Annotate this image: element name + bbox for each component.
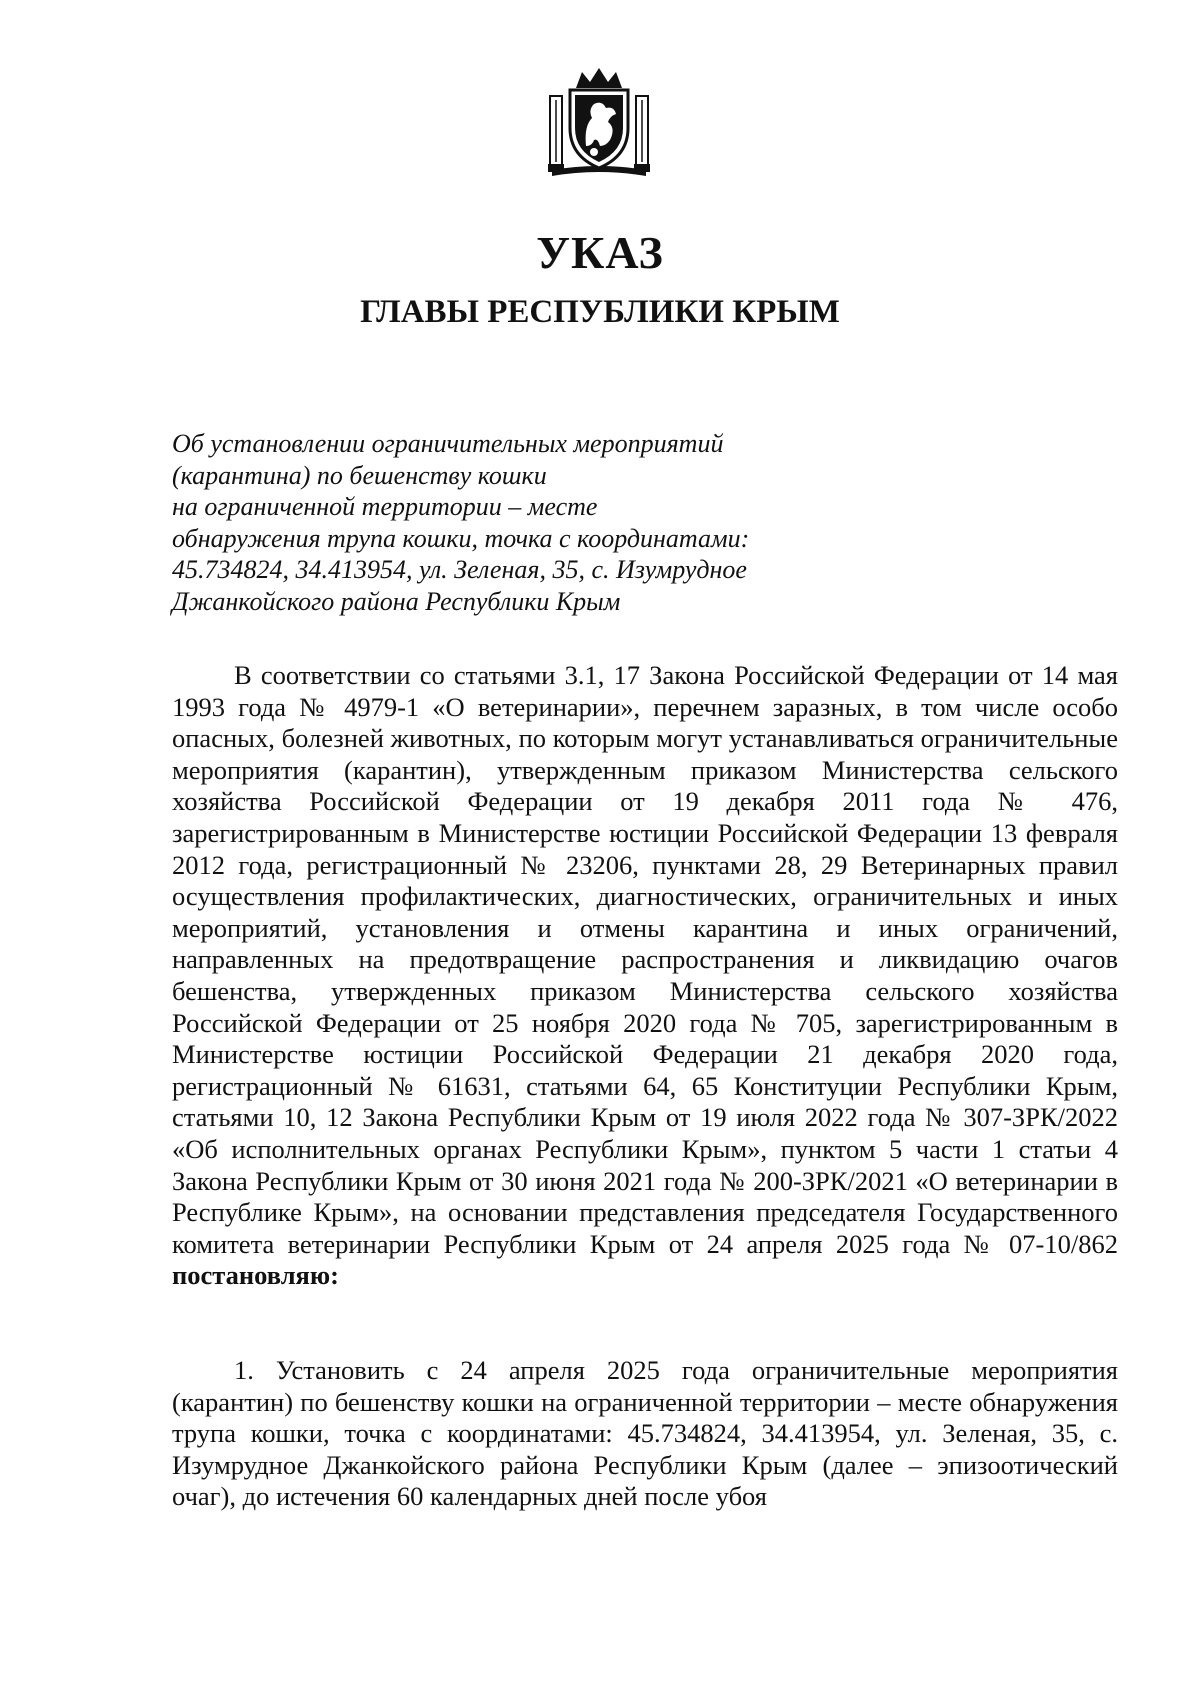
decree-word: постановляю: <box>172 1260 339 1291</box>
preamble-paragraph <box>172 660 1118 1292</box>
document-title: УКАЗ <box>536 227 664 278</box>
clause-1: 1. Установить с 24 апреля 2025 года ограничительные мероприятия (карантин) по бешенству кошки на ограниченной территории – месте обнаружения трупа кошки, точка с координатами: 45.734824, 34.413954, ул. Зеленая, 35, с. Изумрудное Джанкойского района Республики Крым (далее – эпизоотический очаг), до истечения 60 календарных дней после убоя <box>172 1355 1118 1512</box>
crimea-coat-of-arms-icon <box>548 66 650 178</box>
heading-line: (карантина) по бешенству кошки <box>172 460 547 490</box>
heading-line: Джанкойского района Республики Крым <box>172 586 621 616</box>
heading-line: Об установлении ограничительных мероприятий <box>172 429 724 458</box>
decree-heading <box>172 428 872 617</box>
preamble-text: В соответствии со статьями 3.1, 17 Закона Российской Федерации от 14 мая 1993 года № 4979-1 «О ветеринарии», перечнем заразных, в том числе особо опасных, болезней животных, по которым могут устанавливаться ограничительные мероприятия (карантин), утвержденным приказом Министерства сельского хозяйства Российской Федерации от 19 декабря 2011 года № 476, зарегистрированным в Министерстве юстиции Российской Федерации 13 февраля 2012 года, регистрационный № 23206, пунктами 28, 29 Ветеринарных правил осуществления профилактических, диагностических, ограничительных и иных мероприятий, установления и отмены карантина и иных ограничений, направленных на предотвращение распространения и ликвидацию очагов бешенства, утвержденных приказом Министерства сельского хозяйства Российской Федерации от 25 ноября 2020 года № 705, зарегистрированным в Министерстве юстиции Российской Федерации 21 декабря 2020 года, регистрационный № 61631, статьями 64, 65 Конституции Республики Крым, статьями 10, 12 Закона Республики Крым от 19 июля 2022 года № 307-ЗРК/2022 «Об исполнительных органах Республики Крым», пунктом 5 части 1 статьи 4 Закона Республики Крым от 30 июня 2021 года № 200-ЗРК/2021 «О ветеринарии в Республике Крым», на основании представления председателя Государственного комитета ветеринарии Республики Крым от 24 апреля 2025 года № 07-10/862 <box>172 660 1118 1259</box>
heading-line: на ограниченной территории – месте <box>172 492 598 521</box>
heading-line: 45.734824, 34.413954, ул. Зеленая, 35, с. Изумрудное <box>172 555 747 584</box>
document-subtitle: ГЛАВЫ РЕСПУБЛИКИ КРЫМ <box>360 294 840 330</box>
heading-line: обнаружения трупа кошки, точка с координатами: <box>172 523 750 553</box>
